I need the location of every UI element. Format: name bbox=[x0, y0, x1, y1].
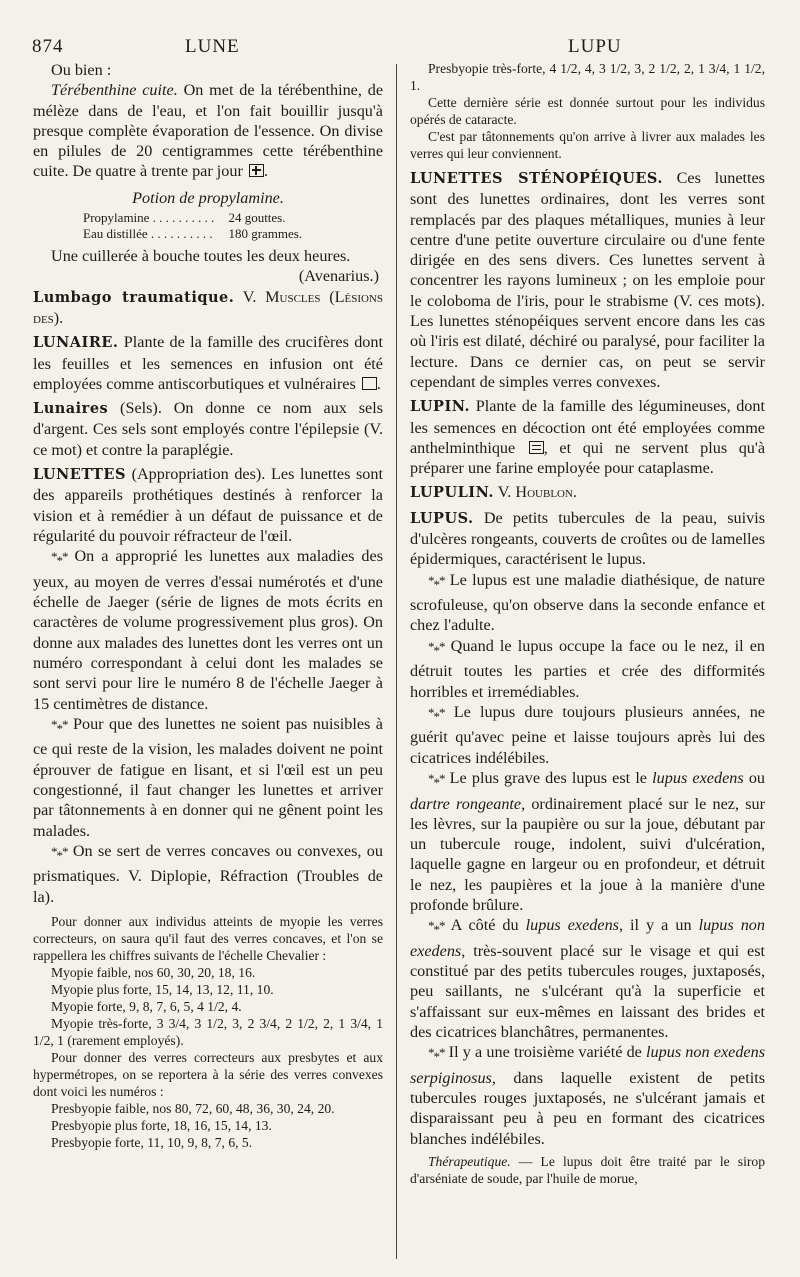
paragraph: $*_**$ On se sert de verres concaves ou convexes, ou prismatiques. V. Diplopie, Réfraction (Troubles de la). bbox=[33, 841, 383, 906]
paragraph: $*_**$ Le plus grave des lupus est le lupus exedens ou dartre rongeante, ordinairement placé sur le nez, sur les lèvres, sur la paupière ou sur la joue, débutant par un tubercule rouge, indolent, suivi d'ulcération, laquelle gagne en largeur ou en profondeur, et détruit le nez, les paupières et la joue à la manière d'une profonde brûlure. bbox=[410, 769, 766, 915]
entry-lupin: LUPIN. Plante de la famille des légumineuses, dont les semences en décoction ont été employées comme anthelminthique , et qui ne servent plus qu'à préparer une farine employée pour cataplasme. bbox=[410, 397, 766, 478]
entry-lumbago: Lumbago traumatique. V. Muscles (Lésions des). bbox=[33, 287, 383, 327]
table-row: Propylamine . . . . . . . . . . 24 gouttes. bbox=[83, 210, 286, 226]
right-running-title: LUPU bbox=[568, 36, 622, 57]
small-print-block: Presbyopie très-forte, 4 1/2, 4, 3 1/2, 3, 2 1/2, 2, 1 3/4, 1 1/2, 1. Cette dernière série est donnée surtout pour les individus opérés de cataracte. C'est par tâtonnements qu'on arrive à livrer aux malades les verres qui leur conviennent. bbox=[410, 61, 765, 161]
right-column bbox=[410, 60, 765, 1187]
left-column bbox=[33, 60, 383, 1151]
paragraph: Thérapeutique. — Le lupus doit être traité par le sirop d'arséniate de soude, par l'huile de morue, bbox=[410, 1154, 765, 1187]
paragraph: $*_**$ A côté du lupus exedens, il y a un lupus non exedens, très-souvent placé sur le visage et qui est constitué par des petits tubercules rouges, juxtaposés, peu saillants, ne s'ulcérant qu'à la superficie et s'affaissant sur eux-mêmes en laissant des brides et des cicatrices blanchâtres, permanentes. bbox=[410, 916, 765, 1042]
entry-lunaire: LUNAIRE. Plante de la famille des crucifères dont les feuilles et les semences en infusion ont été employées comme antiscorbutiques et vulnéraires . bbox=[33, 333, 383, 393]
paragraph: Ou bien : bbox=[51, 61, 112, 79]
paragraph: Une cuillerée à bouche toutes les deux heures. bbox=[51, 247, 351, 266]
empty-box-symbol bbox=[362, 377, 377, 390]
entry-lupus: LUPUS. De petits tubercules de la peau, suivis d'ulcères rongeants, couverts de croûtes ou de lamelles épidermiques, caractérisent le lupus. bbox=[410, 508, 765, 569]
left-running-title: LUNE bbox=[185, 36, 240, 57]
paragraph: Térébenthine cuite. On met de la térébenthine, de mélèze dans de l'eau, et l'on fait bouillir jusqu'à presque complète évaporation de l'essence. On divise en pilules de 20 centigrammes cette térébenthine cuite. De quatre à trente par jour . bbox=[33, 81, 384, 181]
table-row: Eau distillée . . . . . . . . . . 180 grammes. bbox=[83, 226, 303, 242]
entry-lupulin: LUPULIN. V. Houblon. bbox=[410, 483, 577, 502]
column-rule bbox=[396, 64, 397, 1259]
recipe-table bbox=[83, 210, 302, 242]
paragraph: $*_**$ Il y a une troisième variété de lupus non exedens serpiginosus, dans laquelle existent de petits tubercules rouges juxtaposés, ne s'ulcérant jamais et disparaissant peu à peu en formant des cicatrices blanches indélébiles. bbox=[410, 1043, 765, 1148]
author-citation: (Avenarius.) bbox=[298, 267, 379, 286]
entry-lunettes-stenopeiques: LUNETTES STÉNOPÉIQUES. Ces lunettes sont des lunettes ordinaires, dont les verres sont remplacés par des plaques métalliques, munies à leur centre d'une petite ouverture circulaire ou d'une fente dirigée en des sens divers. Ces lunettes servent à concentrer les rayons lumineux ; on les emploie pour le coloboma de l'iris, pour le strabisme (V. ces mots). Les lunettes sténopéiques servent encore dans les cas où l'iris est dilaté, déchiré ou paralysé, pour faciliter la lecture. Dans ce dernier cas, on peut se servir cependant de simples verres convexes. bbox=[410, 169, 765, 391]
equal-box-symbol bbox=[529, 441, 544, 454]
paragraph: $*_**$ Pour que des lunettes ne soient pas nuisibles à ce qui reste de la vision, les malades doivent ne point éprouver de fatigue en lisant, et si l'œil est un peu congestionné, il faut changer les lunettes et arriver par tâtonnements à en donner qui ne gênent point les malades. bbox=[33, 714, 383, 840]
paragraph: $*_**$ Quand le lupus occupe la face ou le nez, il en détruit toutes les parties et crée des difformités horribles et irremédiables. bbox=[410, 636, 765, 701]
paragraph: $*_**$ On a approprié les lunettes aux maladies des yeux, au moyen de verres d'essai numérotés et d'une échelle de Jaeger (série de lignes de mots écrits en caractères de volume progressivement plus gros). On donne aux malades des lunettes dont les verres ont un numéro correspondant à celui dont les malades se sont servi pour lire le numéro 8 de l'échelle Jaeger à 15 centimètres de distance. bbox=[33, 547, 383, 713]
small-print-block: Pour donner aux individus atteints de myopie les verres correcteurs, on saura qu'il faut des verres concaves, et l'on se rappellera les chiffres suivants de l'échelle Chevalier : Myopie faible, nos 60, 30, 20, 18, 16. Myopie plus forte, 15, 14, 13, 12, 11, 10. Myopie forte, 9, 8, 7, 6, 5, 4 1/2, 4. Myopie très-forte, 3 3/4, 3 1/2, 3, 2 3/4, 2 1/2, 2, 1 3/4, 1 1/2, 1 (rarement employés). Pour donner des verres correcteurs aux presbytes et aux hypermétropes, on se reportera à la série des verres convexes dont voici les numéros : Presbyopie faible, nos 80, 72, 60, 48, 36, 30, 24, 20. Presbyopie plus forte, 18, 16, 15, 14, 13. Presbyopie forte, 11, 10, 9, 8, 7, 6, 5. bbox=[33, 913, 383, 1150]
paragraph: $*_**$ Le lupus est une maladie diathésique, de nature scrofuleuse, qu'on observe dans la seconde enfance et chez l'adulte. bbox=[410, 570, 765, 635]
plus-box-symbol bbox=[249, 164, 264, 177]
entry-lunaires: Lunaires (Sels). On donne ce nom aux sels d'argent. Ces sels sont employés contre l'épilepsie (V. ce mot) et contre la paraplégie. bbox=[33, 399, 383, 459]
paragraph: $*_**$ Le lupus dure toujours plusieurs années, ne guérit qu'avec peine et laisse toujours après lui des cicatrices indélébiles. bbox=[410, 702, 765, 767]
recipe-title: Potion de propylamine. bbox=[132, 188, 284, 207]
page-number: 874 bbox=[32, 36, 64, 57]
entry-lunettes: LUNETTES (Appropriation des). Les lunettes sont des appareils prothétiques destinés à renforcer la vision et à remédier à un défaut de puissance et de régularité du pouvoir réfracteur de l'œil. bbox=[33, 465, 383, 545]
running-header bbox=[0, 36, 800, 60]
